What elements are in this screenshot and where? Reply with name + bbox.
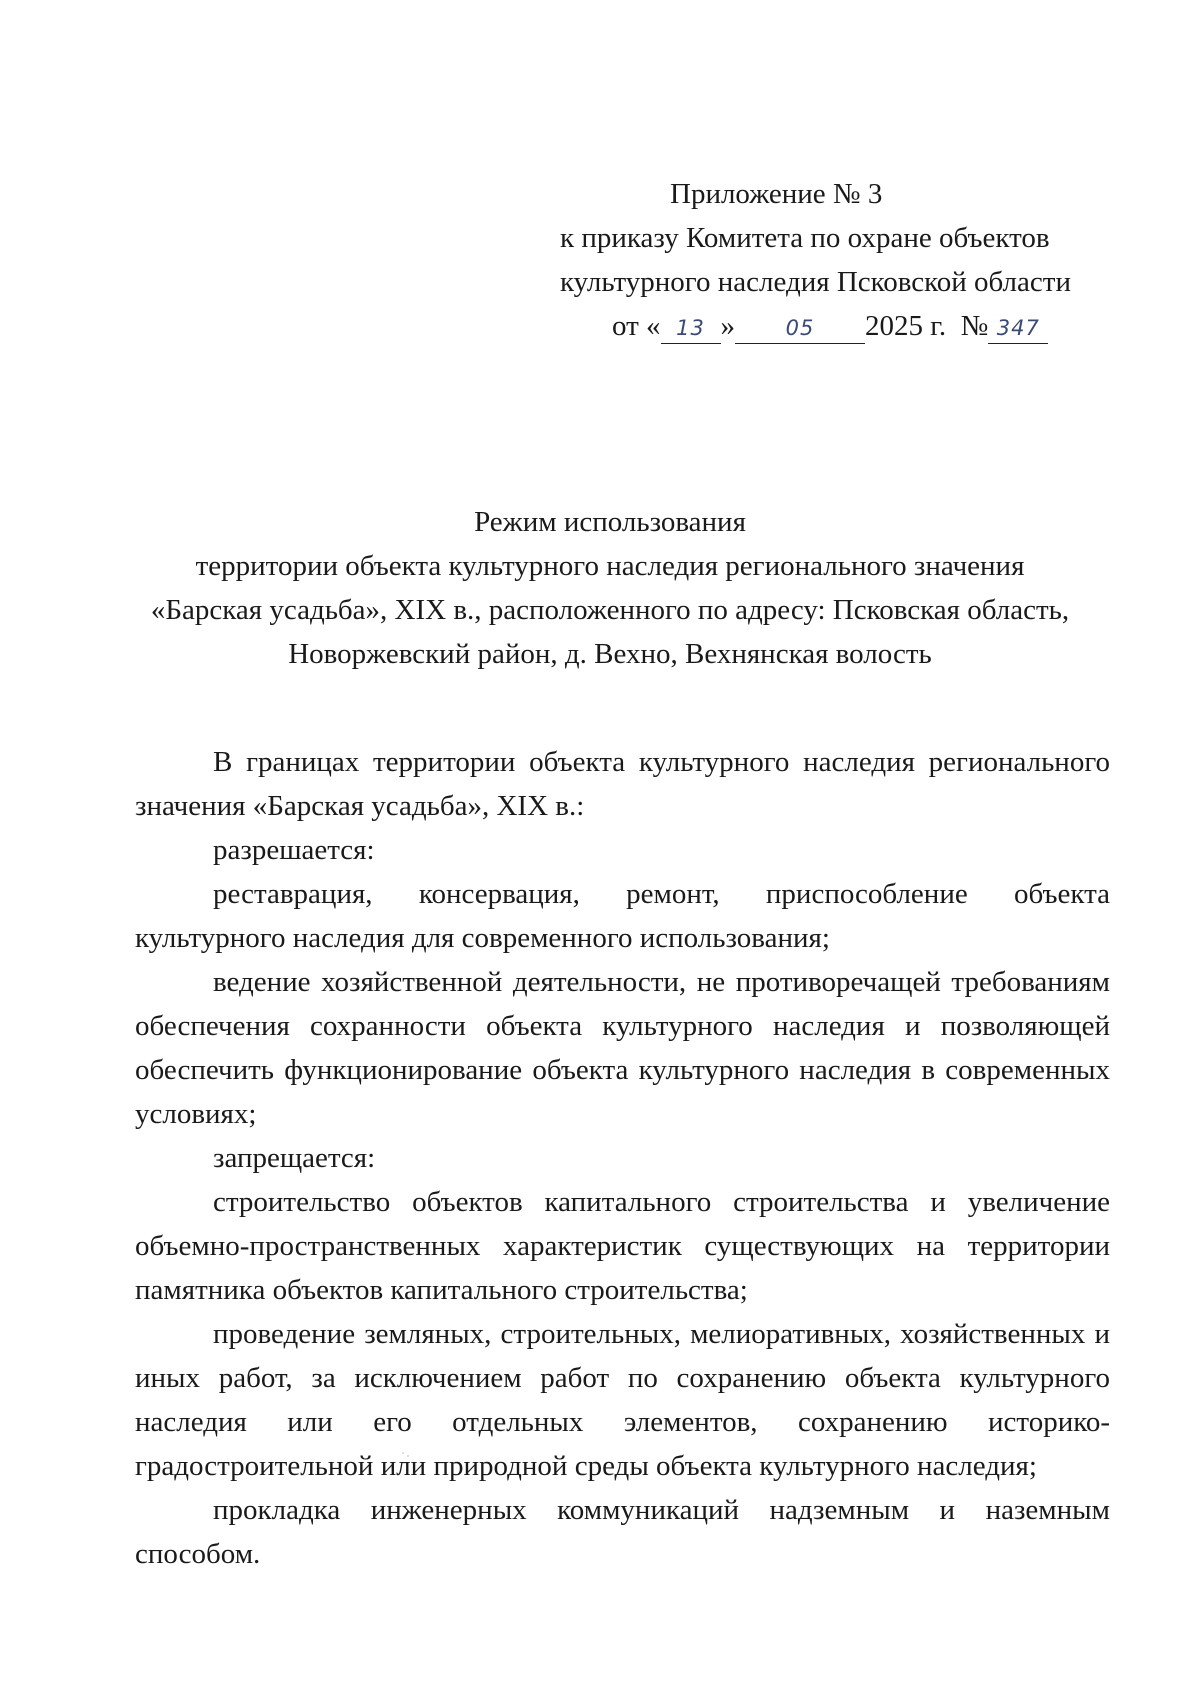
allowed-item-1: реставрация, консервация, ремонт, приспособление объекта культурного наследия для современного использования; bbox=[135, 878, 1110, 954]
number-handwritten: 347 bbox=[996, 316, 1040, 340]
appendix-region: культурного наследия Псковской области bbox=[560, 266, 1071, 298]
prohibited-heading: запрещается: bbox=[213, 1142, 376, 1174]
appendix-number: Приложение № 3 bbox=[670, 178, 883, 210]
document-body bbox=[135, 740, 1110, 1576]
number-field bbox=[988, 311, 1048, 344]
document-title bbox=[110, 500, 1110, 676]
month-field bbox=[735, 311, 865, 344]
prohibited-item-3: прокладка инженерных коммуникаций надземным и наземным способом. bbox=[135, 1494, 1110, 1570]
title-line-2: территории объекта культурного наследия регионального значения bbox=[195, 550, 1025, 582]
number-prefix: № bbox=[960, 310, 989, 342]
prohibited-item-2: проведение земляных, строительных, мелиоративных, хозяйственных и иных работ, за исключением работ по сохранению объекта культурного наследия или его отдельных элементов, сохранению историко-градостроительной или природной среды объекта культурного наследия; bbox=[135, 1318, 1110, 1482]
appendix-date-line bbox=[560, 304, 1120, 348]
appendix-header bbox=[560, 172, 1120, 348]
intro-paragraph: В границах территории объекта культурного наследия регионального значения «Барская усадьба», XIX в.: bbox=[135, 746, 1110, 822]
title-line-3: «Барская усадьба», XIX в., расположенного по адресу: Псковская область, bbox=[150, 594, 1070, 626]
day-handwritten: 13 bbox=[676, 316, 705, 340]
year-text: 2025 г. bbox=[865, 310, 947, 342]
date-mid: » bbox=[720, 310, 736, 342]
allowed-heading: разрешается: bbox=[213, 834, 375, 866]
allowed-item-2: ведение хозяйственной деятельности, не противоречащей требованиям обеспечения сохранности объекта культурного наследия и позволяющей обеспечить функционирование объекта культурного наследия в современных условиях; bbox=[135, 966, 1110, 1130]
day-field bbox=[661, 311, 721, 344]
prohibited-item-1: строительство объектов капитального строительства и увеличение объемно-пространственных характеристик существующих на территории памятника объектов капитального строительства; bbox=[135, 1186, 1110, 1306]
title-line-4: Новоржевский район, д. Вехно, Вехнянская волость bbox=[288, 638, 932, 670]
appendix-order-reference: к приказу Комитета по охране объектов bbox=[560, 222, 1050, 254]
date-prefix: от « bbox=[612, 310, 661, 342]
month-handwritten: 05 bbox=[785, 316, 815, 340]
title-line-1: Режим использования bbox=[474, 506, 746, 538]
scan-artifact bbox=[400, 1450, 412, 1460]
